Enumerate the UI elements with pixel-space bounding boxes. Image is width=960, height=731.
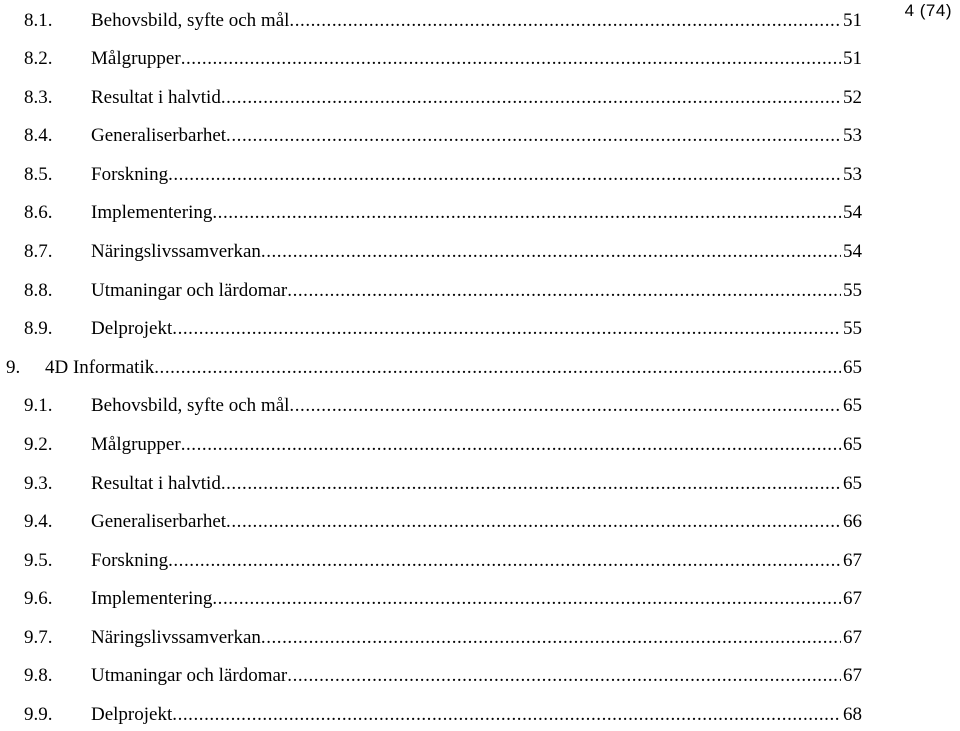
toc-entry-title: Målgrupper <box>91 48 181 69</box>
toc-entry-title: Generaliserbarhet <box>91 125 227 146</box>
toc-entry-number: 8.1. <box>24 10 53 31</box>
toc-entry-title: Forskning <box>91 550 169 571</box>
toc-entry-page: 54 <box>843 202 862 223</box>
toc-entry-page: 67 <box>843 588 862 609</box>
toc-entry-number: 9.2. <box>24 434 53 455</box>
toc-entry-number: 8.8. <box>24 280 53 301</box>
dot-leader <box>168 163 841 187</box>
toc-entry[interactable] <box>0 510 862 534</box>
toc-entry-title: Utmaningar och lärdomar <box>91 280 288 301</box>
dot-leader <box>168 549 841 573</box>
toc-entry-title: Utmaningar och lärdomar <box>91 665 288 686</box>
toc-entry-page: 54 <box>843 241 862 262</box>
toc-entry-page: 55 <box>843 318 862 339</box>
dot-leader <box>287 664 841 688</box>
toc-entry[interactable] <box>0 86 862 110</box>
toc-entry[interactable] <box>0 472 862 496</box>
dot-leader <box>226 124 841 148</box>
toc-entry[interactable] <box>0 124 862 148</box>
dot-leader <box>221 472 841 496</box>
toc-entry[interactable] <box>0 279 862 303</box>
dot-leader <box>289 9 841 33</box>
toc-entry-title: Målgrupper <box>91 434 181 455</box>
toc-entry-number: 8.5. <box>24 164 53 185</box>
toc-entry-page: 55 <box>843 280 862 301</box>
dot-leader <box>226 510 841 534</box>
toc-entry[interactable] <box>0 9 862 33</box>
toc-entry-page: 65 <box>843 434 862 455</box>
dot-leader <box>287 279 841 303</box>
toc-entry-page: 53 <box>843 125 862 146</box>
toc-entry-page: 68 <box>843 704 862 725</box>
dot-leader <box>221 86 841 110</box>
toc-entry-number: 9.7. <box>24 627 53 648</box>
toc-entry[interactable] <box>0 201 862 225</box>
toc-entry-number: 9.8. <box>24 665 53 686</box>
toc-entry-number: 8.4. <box>24 125 53 146</box>
toc-entry-page: 67 <box>843 550 862 571</box>
toc-entry-title: 4D Informatik <box>45 357 155 378</box>
toc-entry-page: 65 <box>843 357 862 378</box>
toc-entry-title: Implementering <box>91 202 213 223</box>
toc-entry[interactable] <box>0 703 862 727</box>
page-number: 4 (74) <box>904 1 952 20</box>
dot-leader <box>212 587 841 611</box>
dot-leader <box>172 317 841 341</box>
toc-entry-title: Näringslivssamverkan <box>91 627 261 648</box>
toc-entry-title: Resultat i halvtid <box>91 87 221 108</box>
toc-entry-number: 9. <box>6 357 21 378</box>
toc-entry-title: Delprojekt <box>91 704 173 725</box>
dot-leader <box>261 240 841 264</box>
toc-entry-title: Behovsbild, syfte och mål <box>91 10 290 31</box>
dot-leader <box>181 433 841 457</box>
toc-entry-title: Delprojekt <box>91 318 173 339</box>
toc-entry-page: 52 <box>843 87 862 108</box>
toc-entry-page: 51 <box>843 10 862 31</box>
toc-entry-number: 9.6. <box>24 588 53 609</box>
toc-entry-chapter[interactable] <box>0 356 862 380</box>
dot-leader <box>154 356 841 380</box>
toc-entry-number: 8.9. <box>24 318 53 339</box>
toc-entry-number: 9.4. <box>24 511 53 532</box>
toc-entry-title: Generaliserbarhet <box>91 511 227 532</box>
toc-entry-title: Resultat i halvtid <box>91 473 221 494</box>
toc-entry[interactable] <box>0 240 862 264</box>
toc-entry-page: 67 <box>843 627 862 648</box>
toc-entry[interactable] <box>0 549 862 573</box>
toc-entry-page: 67 <box>843 665 862 686</box>
dot-leader <box>181 47 841 71</box>
toc-entry[interactable] <box>0 587 862 611</box>
toc-entry-page: 65 <box>843 395 862 416</box>
toc-entry-number: 9.1. <box>24 395 53 416</box>
dot-leader <box>289 394 841 418</box>
dot-leader <box>261 626 841 650</box>
toc-entry-title: Forskning <box>91 164 169 185</box>
toc-entry-page: 65 <box>843 473 862 494</box>
toc-entry-number: 8.7. <box>24 241 53 262</box>
toc-entry-page: 51 <box>843 48 862 69</box>
toc-entry-title: Näringslivssamverkan <box>91 241 261 262</box>
toc-entry-page: 53 <box>843 164 862 185</box>
toc-entry[interactable] <box>0 317 862 341</box>
toc-entry-title: Implementering <box>91 588 213 609</box>
toc-entry[interactable] <box>0 433 862 457</box>
toc-entry-number: 9.5. <box>24 550 53 571</box>
toc-entry-number: 8.2. <box>24 48 53 69</box>
toc-entry-page: 66 <box>843 511 862 532</box>
toc-entry[interactable] <box>0 394 862 418</box>
toc-entry-number: 8.6. <box>24 202 53 223</box>
toc-entry[interactable] <box>0 47 862 71</box>
dot-leader <box>212 201 841 225</box>
toc-entry-title: Behovsbild, syfte och mål <box>91 395 290 416</box>
toc-entry[interactable] <box>0 626 862 650</box>
toc-entry-number: 9.3. <box>24 473 53 494</box>
toc-entry-number: 8.3. <box>24 87 53 108</box>
dot-leader <box>172 703 841 727</box>
toc-entry[interactable] <box>0 163 862 187</box>
toc-entry-number: 9.9. <box>24 704 53 725</box>
toc-entry[interactable] <box>0 664 862 688</box>
